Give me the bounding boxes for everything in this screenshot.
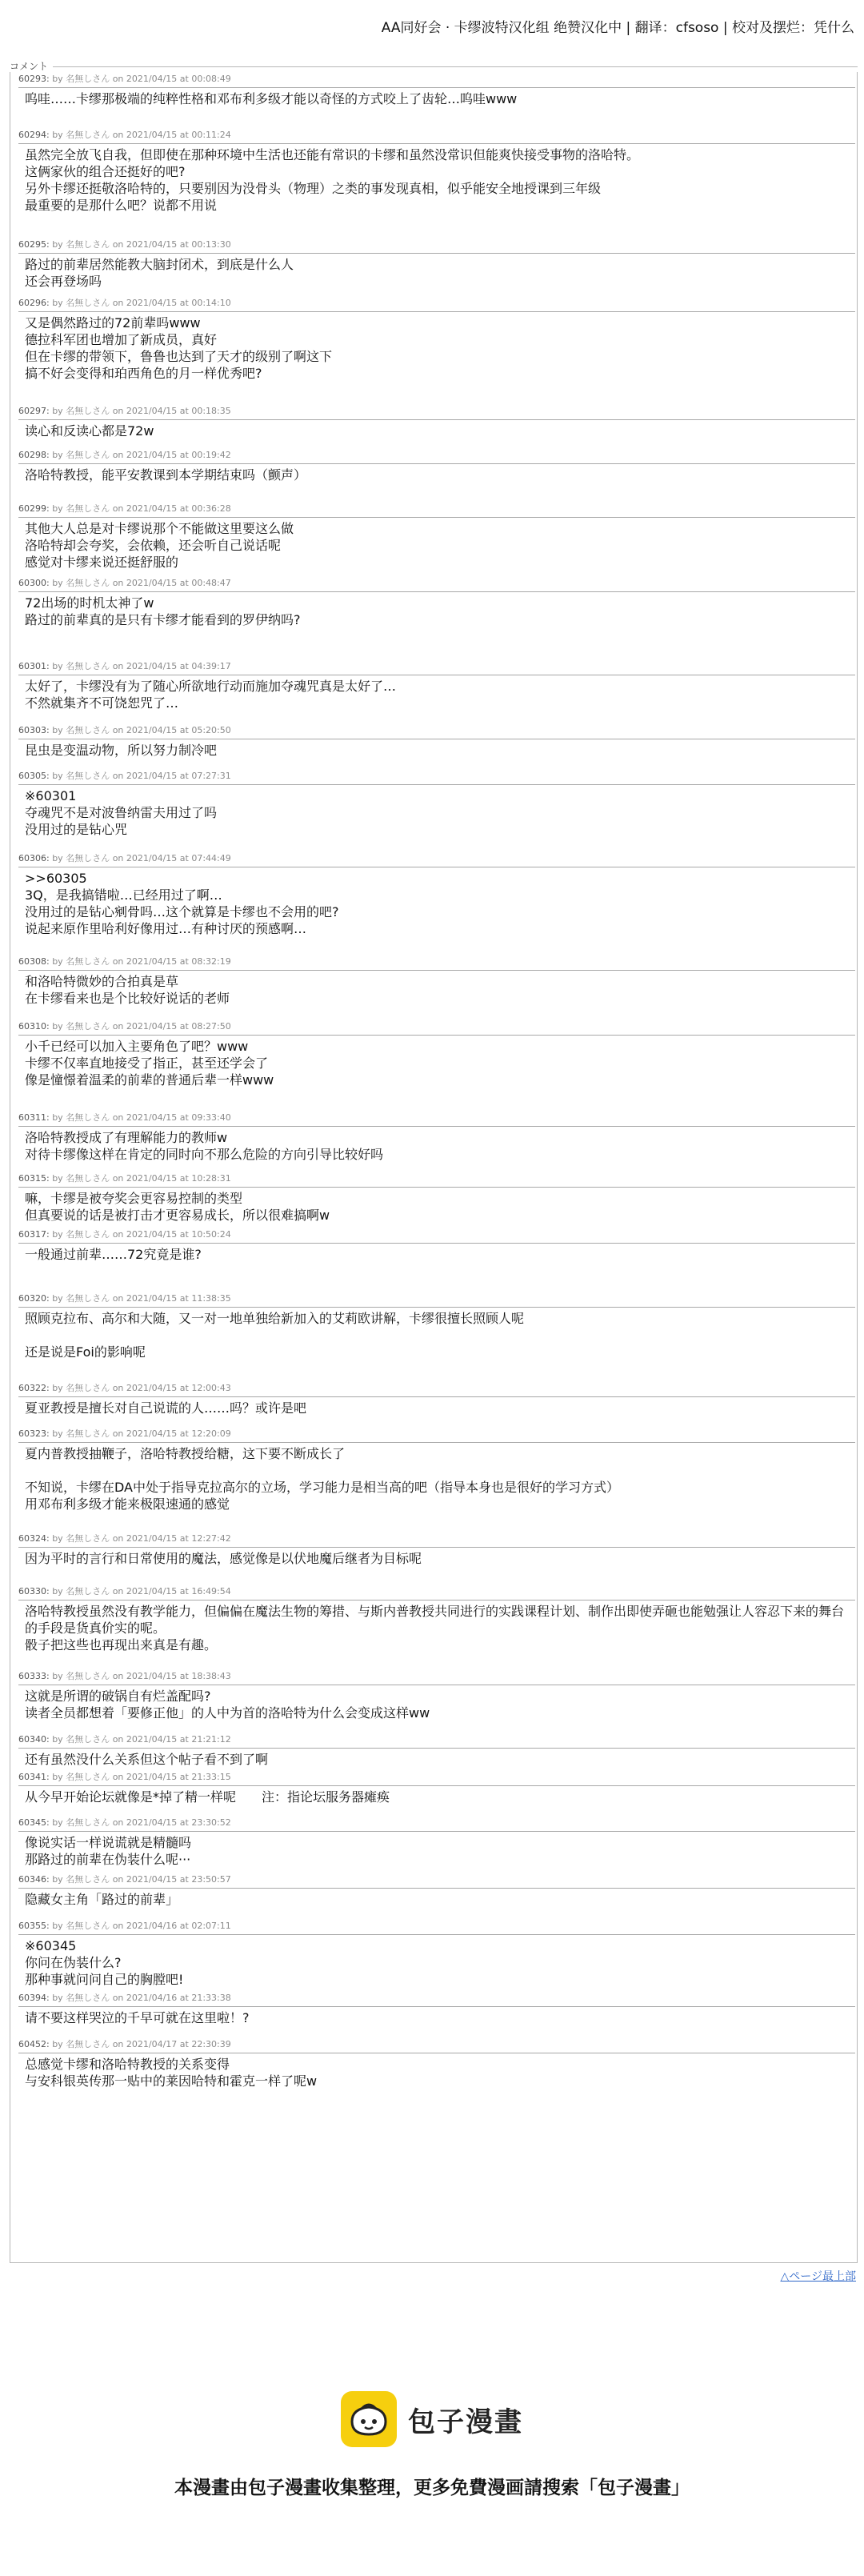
comment-body: 照顾克拉布、高尔和大随，又一对一地单独给新加入的艾莉欧讲解，卡缪很擅长照顾人呢 还是说是Foi的影响呢 — [25, 1311, 525, 1360]
comment-post — [18, 1173, 855, 1224]
comment-post — [18, 74, 855, 107]
comment-meta — [18, 578, 855, 592]
comment-meta — [18, 853, 855, 867]
comment-author-date: by 名無しさん on 2021/04/15 at 23:50:57 — [52, 1874, 231, 1885]
comment-body: 和洛哈特微妙的合拍真是草 在卡缪看来也是个比较好说话的老师 — [25, 974, 230, 1006]
comment-post — [18, 1383, 855, 1416]
comment-body: 夏内普教授抽鞭子，洛哈特教授给糖，这下要不断成长了 不知说，卡缪在DA中处于指导克拉高尔的立场，学习能力是相当高的吧（指导本身也是很好的学习方式） 用邓布利多级才能来极限速通的感觉 — [25, 1446, 619, 1512]
comment-number: 60315: — [18, 1173, 50, 1184]
comment-author-date: by 名無しさん on 2021/04/15 at 21:21:12 — [52, 1734, 231, 1745]
comment-meta — [18, 239, 855, 254]
comment-meta — [18, 1383, 855, 1397]
comment-number: 60330: — [18, 1586, 50, 1596]
comment-post — [18, 1428, 855, 1512]
comment-post — [18, 1021, 855, 1088]
comment-section-rule — [53, 66, 858, 67]
comment-number: 60341: — [18, 1772, 50, 1782]
comment-post — [18, 239, 855, 290]
comment-author-date: by 名無しさん on 2021/04/15 at 18:38:43 — [52, 1671, 231, 1681]
comment-post — [18, 1586, 855, 1653]
comment-body: 呜哇……卡缪那极端的纯粹性格和邓布利多级才能以奇怪的方式咬上了齿轮…呜哇www — [25, 91, 518, 106]
comment-post — [18, 2039, 855, 2089]
comment-post — [18, 1533, 855, 1567]
comment-meta — [18, 1586, 855, 1600]
comment-number: 60355: — [18, 1921, 50, 1931]
comment-meta — [18, 1229, 855, 1244]
comment-author-date: by 名無しさん on 2021/04/15 at 12:27:42 — [52, 1533, 231, 1544]
comment-post — [18, 725, 855, 759]
comment-number: 60346: — [18, 1874, 50, 1885]
comment-post — [18, 1734, 855, 1768]
comment-author-date: by 名無しさん on 2021/04/15 at 05:20:50 — [52, 725, 231, 735]
comment-number: 60301: — [18, 661, 50, 671]
comment-body: 太好了，卡缪没有为了随心所欲地行动而施加夺魂咒真是太好了… 不然就集齐不可饶恕咒了… — [25, 679, 397, 711]
comment-body: 总感觉卡缪和洛哈特教授的关系变得 与安科银英传那一贴中的莱因哈特和霍克一样了呢w — [25, 2057, 318, 2089]
comment-number: 60297: — [18, 406, 50, 416]
comment-body: 读心和反读心都是72w — [25, 423, 154, 439]
comment-number: 60323: — [18, 1428, 50, 1439]
comment-number: 60293: — [18, 74, 50, 84]
comment-meta — [18, 74, 855, 88]
translation-credits: AA同好会 · 卡缪波特汉化组 绝赞汉化中 | 翻译：cfsoso | 校对及摆烂：凭什么 — [381, 20, 854, 36]
comment-number: 60320: — [18, 1293, 50, 1304]
comment-post — [18, 1817, 855, 1868]
comment-body: 像说实话一样说谎就是精髓吗 那路过的前辈在伪装什么呢··· — [25, 1835, 192, 1867]
comment-body: 虽然完全放飞自我，但即使在那种环境中生活也还能有常识的卡缪和虽然没常识但能爽快接受事物的洛哈特。 这俩家伙的组合还挺好的吧? 另外卡缪还挺敬洛哈特的，只要别因为没骨头（物理）之类的事发现真相，似乎能安全地授课到三年级 最重要的是那什么吧？说都不用说 — [25, 147, 640, 213]
comment-number: 60394: — [18, 1993, 50, 2003]
comment-author-date: by 名無しさん on 2021/04/15 at 08:32:19 — [52, 956, 231, 967]
comment-meta — [18, 1921, 855, 1935]
comment-number: 60324: — [18, 1533, 50, 1544]
comment-post — [18, 1772, 855, 1805]
comment-author-date: by 名無しさん on 2021/04/15 at 00:11:24 — [52, 130, 231, 140]
comment-author-date: by 名無しさん on 2021/04/15 at 07:27:31 — [52, 771, 231, 781]
comment-number: 60311: — [18, 1112, 50, 1123]
comment-body: 又是偶然路过的72前辈吗www 德拉科军团也增加了新成员，真好 但在卡缪的带领下，鲁鲁也达到了天才的级别了啊这下 搞不好会变得和珀西角色的月一样优秀吧? — [25, 315, 333, 381]
comment-meta — [18, 298, 855, 312]
comment-body: 其他大人总是对卡缪说那个不能做这里要这么做 洛哈特却会夸奖，会依赖，还会听自己说话呢 感觉对卡缪来说还挺舒服的 — [25, 521, 294, 570]
comment-author-date: by 名無しさん on 2021/04/15 at 00:14:10 — [52, 298, 231, 308]
comment-section-label: コメント — [10, 61, 49, 72]
comment-body: 洛哈特教授，能平安教课到本学期结束吗（颤声） — [25, 467, 307, 483]
comment-body: 这就是所谓的破锅自有烂盖配吗? 读者全员都想着「要修正他」的人中为首的洛哈特为什么会变成这样ww — [25, 1689, 430, 1721]
comment-number: 60305: — [18, 771, 50, 781]
comment-meta — [18, 1734, 855, 1749]
comment-post — [18, 1921, 855, 1988]
comment-body: 请不要这样哭泣的千早可就在这里啦！? — [25, 2010, 250, 2025]
comment-author-date: by 名無しさん on 2021/04/15 at 11:38:35 — [52, 1293, 231, 1304]
comment-author-date: by 名無しさん on 2021/04/15 at 08:27:50 — [52, 1021, 231, 1032]
comment-meta — [18, 503, 855, 518]
comment-author-date: by 名無しさん on 2021/04/15 at 00:36:28 — [52, 503, 231, 514]
comment-post — [18, 1112, 855, 1163]
comment-number: 60345: — [18, 1817, 50, 1828]
comment-author-date: by 名無しさん on 2021/04/15 at 00:13:30 — [52, 239, 231, 250]
comment-meta — [18, 2039, 855, 2053]
comment-body: 夏亚教授是擅长对自己说谎的人……吗？或许是吧 — [25, 1400, 307, 1416]
comment-meta — [18, 661, 855, 675]
comment-meta — [18, 1293, 855, 1308]
comment-number: 60452: — [18, 2039, 50, 2049]
comment-author-date: by 名無しさん on 2021/04/16 at 21:33:38 — [52, 1993, 231, 2003]
comment-meta — [18, 725, 855, 739]
comment-post — [18, 130, 855, 214]
comment-number: 60296: — [18, 298, 50, 308]
comment-body: 洛哈特教授虽然没有教学能力，但偏偏在魔法生物的筹措、与斯内普教授共同进行的实践课程计划、制作出即使弄砸也能勉强让人容忍下来的舞台的手段是货真价实的呢。 骰子把这些也再现出来真是有趣。 — [25, 1604, 845, 1653]
comment-meta — [18, 956, 855, 971]
comment-meta — [18, 1671, 855, 1685]
comment-author-date: by 名無しさん on 2021/04/15 at 00:19:42 — [52, 450, 231, 460]
comment-number: 60340: — [18, 1734, 50, 1745]
comment-meta — [18, 450, 855, 464]
comment-post — [18, 503, 855, 571]
comment-author-date: by 名無しさん on 2021/04/16 at 02:07:11 — [52, 1921, 231, 1931]
comment-post — [18, 661, 855, 711]
brand-name: 包子漫畫 — [408, 2406, 523, 2438]
comment-number: 60317: — [18, 1229, 50, 1240]
comment-number: 60298: — [18, 450, 50, 460]
comment-author-date: by 名無しさん on 2021/04/15 at 04:39:17 — [52, 661, 231, 671]
comment-post — [18, 1671, 855, 1721]
comment-body: 洛哈特教授成了有理解能力的教师w 对待卡缪像这样在肯定的同时向不那么危险的方向引导比较好吗 — [25, 1130, 384, 1162]
comment-body: 小千已经可以加入主要角色了吧？www 卡缪不仅率直地接受了指正，甚至还学会了 像是憧憬着温柔的前辈的普通后辈一样www — [25, 1039, 274, 1088]
comment-author-date: by 名無しさん on 2021/04/15 at 12:20:09 — [52, 1428, 231, 1439]
comment-meta — [18, 130, 855, 144]
comment-post — [18, 771, 855, 838]
comment-number: 60308: — [18, 956, 50, 967]
comment-meta — [18, 1173, 855, 1188]
comment-post — [18, 1229, 855, 1263]
comment-number: 60333: — [18, 1671, 50, 1681]
comment-meta — [18, 1112, 855, 1127]
comment-number: 60294: — [18, 130, 50, 140]
comment-author-date: by 名無しさん on 2021/04/15 at 16:49:54 — [52, 1586, 231, 1596]
comment-author-date: by 名無しさん on 2021/04/15 at 21:33:15 — [52, 1772, 231, 1782]
comment-author-date: by 名無しさん on 2021/04/17 at 22:30:39 — [52, 2039, 231, 2049]
brand-banner — [0, 2390, 864, 2449]
comment-body: 72出场的时机太神了w 路过的前辈真的是只有卡缪才能看到的罗伊纳吗? — [25, 595, 301, 627]
comment-meta — [18, 771, 855, 785]
comment-post — [18, 1874, 855, 1908]
back-to-top-link[interactable]: △ページ最上部 — [780, 2270, 856, 2283]
comment-number: 60322: — [18, 1383, 50, 1393]
comment-body: 从今早开始论坛就像是*掉了精一样呢 注：指论坛服务器瘫痪 — [25, 1789, 390, 1805]
comment-number: 60310: — [18, 1021, 50, 1032]
comment-post — [18, 1293, 855, 1360]
comment-body: 隐藏女主角「路过的前辈」 — [25, 1892, 179, 1907]
comment-meta — [18, 1021, 855, 1036]
comment-post — [18, 853, 855, 937]
comment-author-date: by 名無しさん on 2021/04/15 at 00:48:47 — [52, 578, 231, 588]
comment-author-date: by 名無しさん on 2021/04/15 at 09:33:40 — [52, 1112, 231, 1123]
comment-number: 60295: — [18, 239, 50, 250]
comment-body: 路过的前辈居然能教大脑封闭术，到底是什么人 还会再登场吗 — [25, 257, 294, 289]
comment-body: 昆虫是变温动物，所以努力制冷吧 — [25, 743, 218, 758]
comment-meta — [18, 1772, 855, 1786]
comment-number: 60306: — [18, 853, 50, 863]
comment-meta — [18, 1428, 855, 1443]
comment-number: 60303: — [18, 725, 50, 735]
comment-author-date: by 名無しさん on 2021/04/15 at 07:44:49 — [52, 853, 231, 863]
comment-author-date: by 名無しさん on 2021/04/15 at 10:28:31 — [52, 1173, 231, 1184]
comment-post — [18, 298, 855, 382]
comment-meta — [18, 1533, 855, 1548]
bun-face-icon — [341, 2391, 397, 2447]
footer-note: 本漫畫由包子漫畫收集整理，更多免費漫画請搜索「包子漫畫」 — [174, 2478, 690, 2498]
comment-list — [10, 72, 858, 2263]
comment-body: 因为平时的言行和日常使用的魔法，感觉像是以伏地魔后继者为目标呢 — [25, 1551, 422, 1566]
comment-body: 嘛，卡缪是被夸奖会更容易控制的类型 但真要说的话是被打击才更容易成长，所以很难搞啊w — [25, 1191, 330, 1223]
comment-number: 60299: — [18, 503, 50, 514]
comment-post — [18, 1993, 855, 2026]
comment-body: 还有虽然没什么关系但这个帖子看不到了啊 — [25, 1752, 269, 1767]
comment-meta — [18, 1993, 855, 2007]
comment-author-date: by 名無しさん on 2021/04/15 at 10:50:24 — [52, 1229, 231, 1240]
comment-author-date: by 名無しさん on 2021/04/15 at 00:08:49 — [52, 74, 231, 84]
comment-post — [18, 956, 855, 1007]
comment-section-header — [10, 61, 858, 72]
comment-post — [18, 450, 855, 483]
comment-number: 60300: — [18, 578, 50, 588]
comment-meta — [18, 1817, 855, 1832]
comment-post — [18, 578, 855, 628]
comment-body: >>60305 3Q，是我搞错啦…已经用过了啊… 没用过的是钻心剜骨吗…这个就算是卡缪也不会用的吧? 说起来原作里哈利好像用过…有种讨厌的预感啊… — [25, 871, 339, 936]
comment-post — [18, 406, 855, 439]
comment-body: ※60345 你问在伪装什么? 那种事就问问自己的胸膛吧! — [25, 1938, 184, 1987]
comment-body: ※60301 夺魂咒不是对波鲁纳雷夫用过了吗 没用过的是钻心咒 — [25, 788, 218, 837]
comment-author-date: by 名無しさん on 2021/04/15 at 12:00:43 — [52, 1383, 231, 1393]
comment-meta — [18, 406, 855, 420]
comment-author-date: by 名無しさん on 2021/04/15 at 23:30:52 — [52, 1817, 231, 1828]
comment-meta — [18, 1874, 855, 1889]
comment-body: 一般通过前辈……72究竟是谁? — [25, 1247, 202, 1262]
comment-author-date: by 名無しさん on 2021/04/15 at 00:18:35 — [52, 406, 231, 416]
